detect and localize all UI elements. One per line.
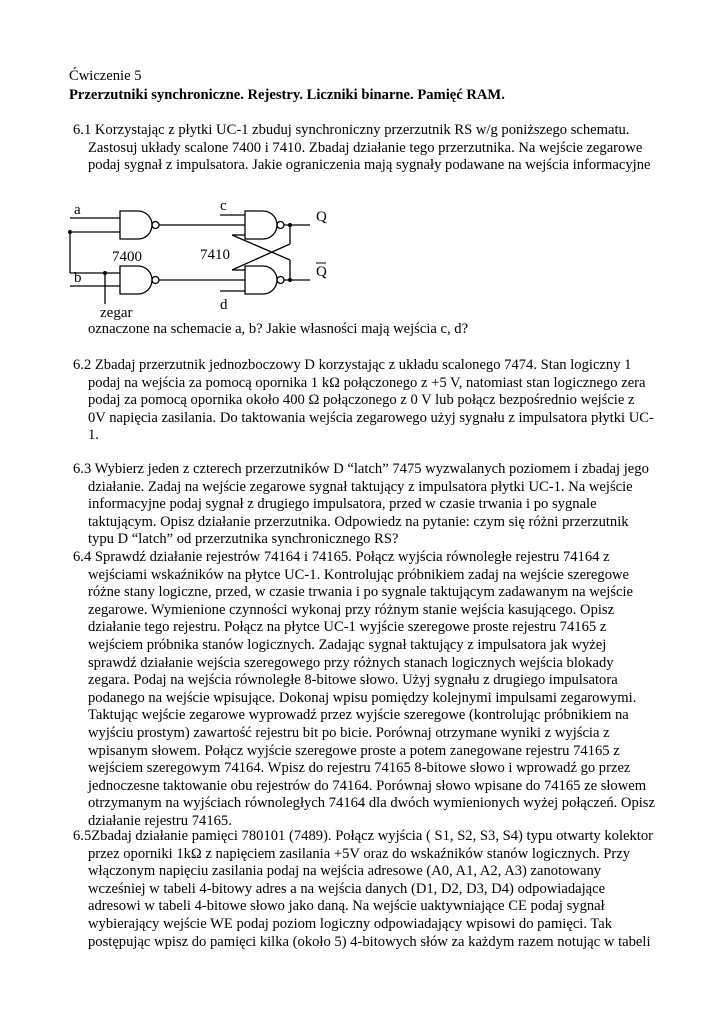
text-line: Taktując wejście zegarowe wyprowadź przez wyjście szeregowe (kontrolując próbnikiem na	[88, 707, 629, 724]
input-d-label: d	[220, 297, 228, 313]
text-line: wcześniej w tabeli 4-bitowy adres a na wejścia danych (D1, D2, D3, D4) odpowiadające	[88, 880, 606, 897]
text-line: wejściem szeregowym 74164. Wpisz do rejestru 74165 8-bitowe słowo i wprowadź go przez	[88, 760, 631, 777]
nand-gate-bottom-left	[120, 266, 152, 294]
text-line: adresowi w tabeli 4-bitowe słowo jako daną. Na wejście uaktywniające CE podaj sygnał	[88, 898, 605, 915]
text-line: wybierający wejście WE podaj poziom logiczny odpowiadający wpisowi do pamięci. Tak	[88, 915, 613, 932]
text-line: wpisanym słowem. Połącz wyjście szeregowe proste a potem zanegowane rejestru 74165 z	[88, 742, 620, 759]
text-line: taktującym. Opisz działanie przerzutnika. Odpowiedz na pytanie: czym się różni przerzutnik	[88, 513, 629, 530]
chip-7400-label: 7400	[112, 249, 142, 265]
output-q-label: Q	[316, 209, 327, 225]
text-line: sprawdź działanie wejścia szeregowego przy różnych stanach logicznych wejścia blokady	[88, 654, 614, 671]
text-line: oznaczone na schemacie a, b? Jakie własności mają wejścia c, d?	[88, 321, 469, 337]
text-line: podaj za pomocą opornika około 400 Ω połączonego z 0 V lub połącz bezpośrednio wejście z	[88, 392, 635, 409]
text-line: różne stany logiczne, przed, w czasie trwania i po sygnale taktującym zadawanym na wejście	[88, 584, 634, 601]
text-line: 6.2 Zbadaj przerzutnik jednozboczowy D korzystając z układu scalonego 7474. Stan logiczny 1	[73, 357, 632, 373]
text-line: podaj sygnał z impulsatora. Jakie ograniczenia mają sygnały podawane na wejścia informacyjne	[88, 157, 651, 174]
exercise-heading: Ćwiczenie 5	[69, 68, 142, 84]
text-line: działanie tego rejestru. Połącz na płytce UC-1 wyjście szeregowe proste rejestru 74165 z	[88, 619, 607, 636]
rs-flip-flop-schematic	[60, 196, 360, 321]
paragraph-6-1	[69, 122, 669, 175]
text-line: podaj na wejścia za pomocą opornika 1 kΩ połączonego z +5 V, natomiast stan logicznego zera	[88, 374, 646, 391]
text-line: 6.5Zbadaj działanie pamięci 780101 (7489). Połącz wyjścia ( S1, S2, S3, S4) typu otwarty kolektor	[73, 828, 653, 844]
text-line: wyjściu prostym) zawartość rejestru bit po bicie. Porównaj otrzymane wyniki z wyjścia z	[88, 724, 610, 741]
text-line: wejściem próbnika stanów logicznych. Zadając sygnał taktujący z impulsatora jak wyżej	[88, 636, 607, 653]
document-title: Przerzutniki synchroniczne. Rejestry. Liczniki binarne. Pamięć RAM.	[69, 87, 505, 103]
chip-7410-label: 7410	[200, 247, 230, 263]
input-c-label: c	[220, 198, 227, 214]
nand-gate-top-right	[245, 211, 277, 239]
text-line: 6.1 Korzystając z płytki UC-1 zbuduj synchroniczny przerzutnik RS w/g poniższego schematu.	[73, 122, 630, 138]
nand-gate-top-left	[120, 211, 152, 239]
text-line: 6.3 Wybierz jeden z czterech przerzutników D “latch” 7475 wyzwalanych poziomem i zbadaj jego	[73, 461, 649, 477]
text-line: typu D “latch” od przerzutnika synchronicznego RS?	[88, 531, 399, 548]
paragraph-6-3	[69, 461, 669, 549]
text-line: włączonym napięciu zasilania podaj na wejścia adresowe (A0, A1, A2, A3) zanotowany	[88, 863, 602, 880]
text-line: jednoczesne taktowanie obu rejestrów do 74164. Porównaj słowo wpisane do 74165 ze słowem	[88, 777, 647, 794]
output-q-bar-label: Q	[316, 264, 327, 280]
text-line: 0V napięcia zasilania. Do taktowania wejścia zegarowego użyj sygnału z impulsatora płytki UC-	[88, 409, 654, 426]
paragraph-6-5	[69, 828, 669, 951]
input-b-label: b	[74, 270, 82, 286]
paragraph-6-4	[69, 549, 669, 831]
text-line: 6.4 Sprawdź działanie rejestrów 74164 i 74165. Połącz wyjścia równoległe rejestru 74164 z	[73, 549, 610, 565]
input-a-label: a	[74, 202, 81, 218]
paragraph-6-2	[69, 357, 669, 445]
text-line: postępując wpisz do pamięci kilka (około 5) 4-bitowych słów za każdym razem notując w tabeli	[88, 933, 651, 950]
text-line: działanie. Zadaj na wejście zegarowe sygnał taktujący z impulsatora płytki UC-1. Na wejście	[88, 478, 633, 495]
text-line: Zastosuj układy scalone 7400 i 7410. Zbadaj działanie tego przerzutnika. Na wejście zegarowe	[88, 139, 643, 156]
text-line: podanego na wejście wpisujące. Dokonaj wpisu pomiędzy kolejnymi impulsami zegarowymi.	[88, 689, 637, 706]
nand-gate-bottom-right	[245, 266, 277, 294]
text-line: otrzymanym na wyjściach równoległych 74164 dla dwóch wymienionych wyżej połączeń. Opisz	[88, 795, 655, 812]
text-line: wejściami wskaźników na płytce UC-1. Kontrolując próbnikiem zadaj na wejście szeregowe	[88, 566, 630, 583]
text-line: zegarowe. Wymienione czynności wykonaj przy różnym stanie wejścia kasującego. Opisz	[88, 601, 615, 618]
text-line: przez oporniki 1kΩ z napięciem zasilania +5V oraz do wskaźników stanów logicznych. Przy	[88, 845, 630, 862]
text-line: 1.	[88, 427, 99, 444]
clock-label: zegar	[100, 305, 133, 321]
paragraph-6-1-continued	[69, 321, 669, 339]
text-line: informacyjne podaj sygnał z drugiego impulsatora, przed w czasie trwania i po sygnale	[88, 496, 597, 513]
text-line: zegara. Podaj na wejścia równoległe 8-bitowe słowo. Użyj sygnału z drugiego impulsatora	[88, 672, 618, 689]
text-line: działanie rejestru 74165.	[88, 812, 232, 829]
